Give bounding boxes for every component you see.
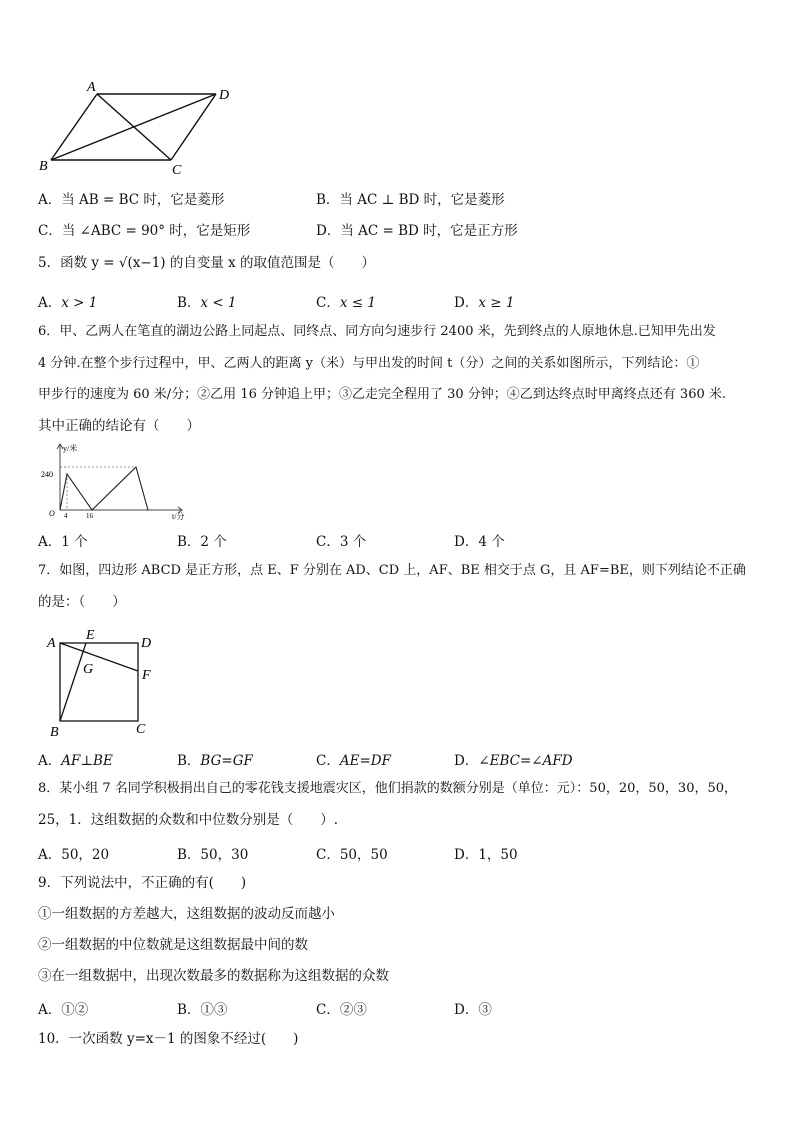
q6-option-a [38,530,88,550]
option-letter: D． [454,847,479,863]
option-letter: C． [38,223,62,239]
option-text: AE=DF [339,753,391,769]
vertex-label-c: C [172,163,182,178]
vertex-label-b: B [39,159,48,174]
option-text: x > 1 [61,295,98,311]
q5-option-c [316,291,376,311]
option-text: 1 个 [61,534,88,550]
option-text: x ≥ 1 [478,295,515,311]
option-text: 50，20 [61,847,110,863]
q9-option-b [177,998,227,1018]
option-letter: B． [177,534,201,550]
x-tick-4: 4 [64,512,68,520]
x-tick-16: 16 [86,512,93,520]
q4-option-a [38,188,224,208]
q7-line-2: 的是：（ ） [38,594,126,610]
q8-line-2: 25，1．这组数据的众数和中位数分别是（ ）. [38,812,339,828]
option-text: 3 个 [339,534,367,550]
q9-stem: 9．下列说法中，不正确的有( ) [38,875,247,891]
option-letter: A． [38,295,62,311]
option-text: ∠EBC=∠AFD [478,753,573,769]
option-text: 当 AC ⊥ BD 时，它是菱形 [339,192,505,208]
q9-option-d [454,998,492,1018]
option-text: BG=GF [200,753,253,769]
q7-option-a [38,749,113,769]
q6-line-2: 4 分钟.在整个步行过程中，甲、乙两人的距离 y（米）与甲出发的时间 t（分）之间的关系如图所示，下列结论：① [38,356,700,371]
option-letter: C． [316,295,340,311]
option-text: 4 个 [478,534,505,550]
q5-option-a [38,291,97,311]
option-letter: B． [177,753,201,769]
option-letter: A． [38,192,62,208]
q9-statement-1: ①一组数据的方差越大，这组数据的波动反而越小 [38,906,335,922]
vertex-label-a: A [87,80,96,95]
q8-option-a [38,843,109,863]
origin-label: O [49,509,55,518]
q7-line-1: 7．如图，四边形 ABCD 是正方形，点 E、F 分别在 AD、CD 上，AF、BE 相交于点 G，且 AF=BE，则下列结论不正确 [38,563,746,578]
q8-line-1: 8．某小组 7 名同学积极捐出自己的零花钱支援地震灾区，他们捐款的数额分别是（单位：元）：50，20，50，30，50， [38,781,738,796]
option-letter: B． [177,847,201,863]
vertex-label-a: A [47,636,56,651]
option-letter: D． [454,295,479,311]
q5-option-d [454,291,514,311]
q6-line-4: 其中正确的结论有（ ） [38,418,200,434]
option-letter: C． [316,847,340,863]
option-text: ③ [478,1002,492,1018]
option-text: ①② [61,1002,89,1018]
option-text: ②③ [339,1002,367,1018]
q9-option-a [38,998,88,1018]
option-letter: C． [316,753,340,769]
option-text: x ≤ 1 [339,295,376,311]
option-letter: D． [454,534,479,550]
option-letter: D． [454,753,479,769]
q7-option-c [316,749,391,769]
option-text: 当 AC = BD 时，它是正方形 [340,223,518,239]
q7-option-d [454,749,573,769]
option-letter: B． [177,295,201,311]
parallelogram-figure [30,78,240,178]
option-letter: A． [38,1002,62,1018]
option-letter: D． [454,1002,479,1018]
vertex-label-f: F [142,668,151,683]
option-text: ①③ [200,1002,228,1018]
option-text: 1，50 [478,847,518,863]
q6-option-d [454,530,505,550]
option-letter: B． [177,1002,201,1018]
vertex-label-e: E [86,628,95,643]
option-letter: D． [316,223,341,239]
option-text: 当 ∠ABC = 90° 时，它是矩形 [61,223,251,239]
q6-line-3: 甲步行的速度为 60 米/分；②乙用 16 分钟追上甲；③乙走完全程用了 30 分钟；④乙到达终点时甲离终点还有 360 米. [38,387,727,402]
vertex-label-g: G [83,662,94,677]
y-tick-240: 240 [41,470,53,479]
option-text: 50，30 [200,847,249,863]
q9-statement-3: ③在一组数据中，出现次数最多的数据称为这组数据的众数 [38,968,389,984]
option-letter: A． [38,753,62,769]
q9-statement-2: ②一组数据的中位数就是这组数据最中间的数 [38,937,308,953]
q8-option-d [454,843,518,863]
q4-option-b [316,188,505,208]
option-text: 50，50 [339,847,388,863]
option-text: AF⊥BE [61,753,113,769]
option-letter: A． [38,534,62,550]
vertex-label-c: C [136,722,146,737]
distance-time-graph [36,440,196,522]
q7-option-b [177,749,253,769]
option-letter: C． [316,1002,340,1018]
option-letter: C． [316,534,340,550]
q10-stem: 10．一次函数 y=x－1 的图象不经过( ) [38,1031,299,1047]
q5-stem: 5．函数 y = √(x−1) 的自变量 x 的取值范围是（ ） [38,255,376,271]
vertex-label-d: D [219,88,230,103]
q4-option-c [38,219,250,239]
y-axis-label: y/米 [63,444,78,453]
vertex-label-d: D [141,636,152,651]
vertex-label-b: B [50,725,59,740]
option-text: 当 AB = BC 时，它是菱形 [61,192,225,208]
q8-option-b [177,843,248,863]
q6-line-1: 6．甲、乙两人在笔直的湖边公路上同起点、同终点、同方向匀速步行 2400 米，先到终点的人原地休息.已知甲先出发 [38,324,716,339]
q6-option-b [177,530,227,550]
x-axis-label: t/分 [172,512,185,521]
q4-option-d [316,219,518,239]
q5-option-b [177,291,237,311]
square-figure [40,625,165,740]
q9-option-c [316,998,367,1018]
q8-option-c [316,843,388,863]
option-text: x < 1 [200,295,237,311]
option-letter: A． [38,847,62,863]
q6-option-c [316,530,366,550]
option-letter: B． [316,192,340,208]
option-text: 2 个 [200,534,227,550]
